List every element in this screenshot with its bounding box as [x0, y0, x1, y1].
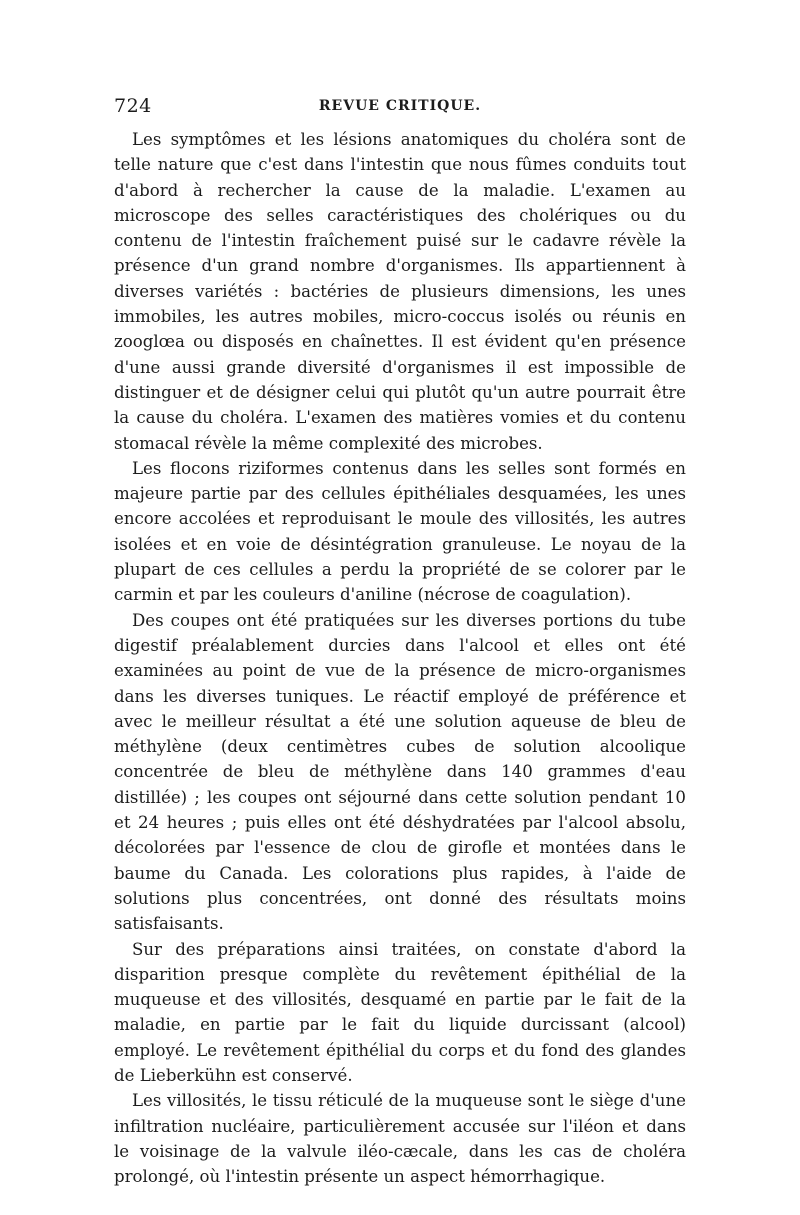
paragraph: Sur des préparations ainsi traitées, on constate d'abord la disparition presque complète du revêtement épithélial de la muqueuse et des villosités, desquamé en partie par le fait de la maladie, en partie par le fait du liquide durcissant (alcool) employé. Le revêtement épithélial du corps et du fond des glandes de Lieberkühn est conservé.	[114, 939, 686, 1085]
page-number: 724	[114, 95, 152, 117]
paragraph: Des coupes ont été pratiquées sur les diverses portions du tube digestif préalablement durcies dans l'alcool et elles ont été examinées au point de vue de la présence de micro-organismes dans les diverses tuniques. Le réactif employé de préférence et avec le meilleur résultat a été une solution aqueuse de bleu de méthylène (deux centimètres cubes de solution alcoolique concentrée de bleu de méthylène dans 140 grammes d'eau distillée) ; les coupes ont séjourné dans cette solution pendant 10 et 24 heures ; puis elles ont été déshydratées par l'alcool absolu, décolorées par l'essence de clou de girofle et montées dans le baume du Canada. Les colorations plus rapides, à l'aide de solutions plus concentrées, ont donné des résultats moins satisfaisants.	[114, 610, 686, 934]
paragraph: Les flocons riziformes contenus dans les selles sont formés en majeure partie par des cellules épithéliales desquamées, les unes encore accolées et reproduisant le moule des villosités, les autres isolées et en voie de désintégration granuleuse. Le noyau de la plupart de ces cellules a perdu la propriété de se colorer par le carmin et par les couleurs d'aniline (nécrose de coagulation).	[114, 458, 686, 605]
paragraph: Les villosités, le tissu réticulé de la muqueuse sont le siège d'une infiltration nucléaire, particulièrement accusée sur l'iléon et dans le voisinage de la valvule iléo-cæcale, dans les cas de choléra prolongé, où l'intestin présente un aspect hémorrhagique.	[114, 1091, 686, 1187]
paragraph: Les symptômes et les lésions anatomiques du choléra sont de telle nature que c'est dans l'intestin que nous fûmes conduits tout d'abord à rechercher la cause de la maladie. L'examen au microscope des selles caractéristiques des cholériques ou du contenu de l'intestin fraîchement puisé sur le cadavre révèle la présence d'un grand nombre d'organismes. Ils appartiennent à diverses variétés : bactéries de plusieurs dimensions, les unes immobiles, les autres mobiles, micro-coccus isolés ou réunis en zooglœa ou disposés en chaînettes. Il est évident qu'en présence d'une aussi grande diversité d'organismes il est impossible de distinguer et de désigner celui qui plutôt qu'un autre pourrait être la cause du choléra. L'examen des matières vomies et du contenu stomacal révèle la même complexité des microbes.	[114, 130, 686, 453]
running-title: REVUE CRITIQUE.	[318, 98, 482, 114]
body-text	[114, 127, 686, 1189]
page-header	[0, 95, 800, 121]
